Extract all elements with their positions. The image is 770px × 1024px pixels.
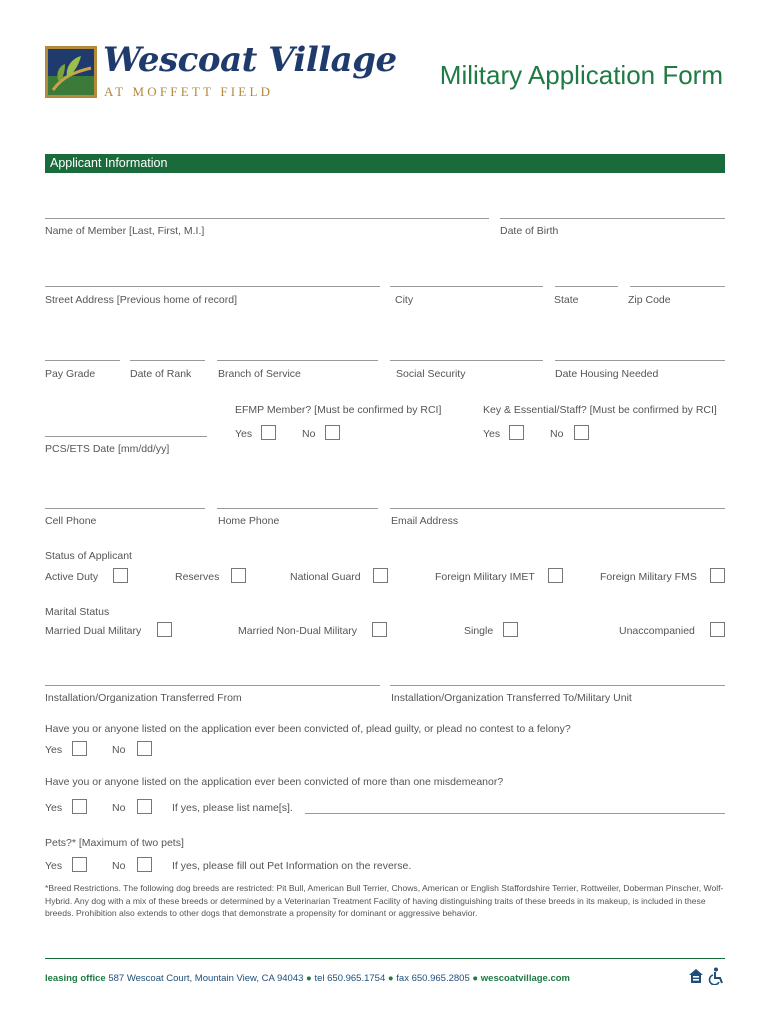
pets-question: Pets?* [Maximum of two pets] (45, 837, 184, 849)
footer-address: 587 Wescoat Court, Mountain View, CA 94043 (108, 973, 304, 984)
footer-fax-label: fax (396, 973, 409, 984)
section-banner: Applicant Information (45, 154, 725, 173)
pets-yes-checkbox[interactable] (72, 857, 87, 872)
street-label: Street Address [Previous home of record] (45, 294, 238, 306)
dob-label: Date of Birth (500, 225, 559, 237)
state-field[interactable] (555, 286, 618, 287)
name-label: Name of Member [Last, First, M.I.] (45, 225, 205, 237)
home-label: Home Phone (218, 515, 280, 527)
dob-field[interactable] (500, 218, 725, 219)
pet-info-label: If yes, please fill out Pet Information on the reverse. (172, 860, 412, 872)
install-to-field[interactable] (390, 685, 725, 686)
ssn-label: Social Security (396, 368, 466, 380)
name-field[interactable] (45, 218, 489, 219)
status-heading: Status of Applicant (45, 550, 132, 562)
date-housing-field[interactable] (555, 360, 725, 361)
names-field[interactable] (305, 813, 725, 814)
active-duty-checkbox[interactable] (113, 568, 128, 583)
pets-yes-label: Yes (45, 860, 63, 872)
state-label: State (554, 294, 579, 306)
pay-grade-label: Pay Grade (45, 368, 96, 380)
felony-yes-checkbox[interactable] (72, 741, 87, 756)
single-label: Single (464, 625, 494, 637)
felony-no-label: No (112, 744, 126, 756)
install-from-label: Installation/Organization Transferred From (45, 692, 242, 704)
misd-yes-label: Yes (45, 802, 63, 814)
key-no-label: No (550, 428, 564, 440)
felony-question: Have you or anyone listed on the application ever been convicted of, plead guilty, or plead no contest to a felony? (45, 723, 571, 735)
footer-tel-label: tel (314, 973, 325, 984)
key-yes-checkbox[interactable] (509, 425, 524, 440)
ssn-field[interactable] (390, 360, 543, 361)
efmp-no-checkbox[interactable] (325, 425, 340, 440)
zip-field[interactable] (630, 286, 725, 287)
efmp-yes-checkbox[interactable] (261, 425, 276, 440)
branch-field[interactable] (217, 360, 378, 361)
equal-housing-icon (688, 968, 704, 984)
felony-no-checkbox[interactable] (137, 741, 152, 756)
logo-emblem-icon (45, 46, 97, 98)
single-checkbox[interactable] (503, 622, 518, 637)
city-label: City (395, 294, 414, 306)
non-dual-checkbox[interactable] (372, 622, 387, 637)
pets-no-label: No (112, 860, 126, 872)
imet-label: Foreign Military IMET (435, 571, 535, 583)
efmp-yes-label: Yes (235, 428, 253, 440)
key-staff-label: Key & Essential/Staff? [Must be confirmed by RCI] (483, 404, 717, 416)
footer-site[interactable]: wescoatvillage.com (480, 973, 570, 984)
footer-leasing: leasing office (45, 973, 106, 984)
home-field[interactable] (217, 508, 378, 509)
install-from-field[interactable] (45, 685, 380, 686)
logo-subtitle: AT MOFFETT FIELD (104, 84, 274, 99)
date-rank-label: Date of Rank (130, 368, 192, 380)
street-field[interactable] (45, 286, 380, 287)
key-no-checkbox[interactable] (574, 425, 589, 440)
efmp-no-label: No (302, 428, 316, 440)
footer-fax: 650.965.2805 (411, 973, 470, 984)
wheelchair-icon (708, 967, 726, 985)
pets-no-checkbox[interactable] (137, 857, 152, 872)
non-dual-label: Married Non-Dual Military (238, 625, 358, 637)
logo-name: Wescoat Village (103, 40, 397, 80)
felony-yes-label: Yes (45, 744, 63, 756)
imet-checkbox[interactable] (548, 568, 563, 583)
install-to-label: Installation/Organization Transferred To/Military Unit (391, 692, 632, 704)
email-field[interactable] (390, 508, 725, 509)
dual-label: Married Dual Military (45, 625, 142, 637)
fms-label: Foreign Military FMS (600, 571, 697, 583)
footer-divider (45, 958, 725, 959)
active-duty-label: Active Duty (45, 571, 99, 583)
misd-yes-checkbox[interactable] (72, 799, 87, 814)
pcs-field[interactable] (45, 436, 207, 437)
misd-no-label: No (112, 802, 126, 814)
national-guard-checkbox[interactable] (373, 568, 388, 583)
zip-label: Zip Code (628, 294, 671, 306)
cell-label: Cell Phone (45, 515, 97, 527)
breed-note: *Breed Restrictions. The following dog breeds are restricted: Pit Bull, American Bull Terrier, Chows, American or English Staffordshire Terrier, Rottweiler, Doberman Pinscher, Wolf-Hybrid. Any dog with a mix of these breeds or determined by a Veterinarian Treatment Facility of having distinguishing traits of these breeds in its makeup, is included in these breeds. Prohibition also extends to other dogs that demonstrate a propensity for dominant or aggressive behavior. (45, 883, 724, 919)
footer-tel: 650.965.1754 (327, 973, 386, 984)
dual-checkbox[interactable] (157, 622, 172, 637)
branch-label: Branch of Service (218, 368, 301, 380)
pcs-label: PCS/ETS Date [mm/dd/yy] (45, 443, 170, 455)
reserves-checkbox[interactable] (231, 568, 246, 583)
date-housing-label: Date Housing Needed (555, 368, 659, 380)
fms-checkbox[interactable] (710, 568, 725, 583)
list-names-label: If yes, please list name[s]. (172, 802, 293, 814)
date-rank-field[interactable] (130, 360, 205, 361)
reserves-label: Reserves (175, 571, 220, 583)
misdemeanor-question: Have you or anyone listed on the application ever been convicted of more than one misdemeanor? (45, 776, 504, 788)
pay-grade-field[interactable] (45, 360, 120, 361)
marital-heading: Marital Status (45, 606, 110, 618)
email-label: Email Address (391, 515, 459, 527)
page-title: Military Application Form (439, 60, 723, 90)
efmp-label: EFMP Member? [Must be confirmed by RCI] (235, 404, 442, 416)
cell-field[interactable] (45, 508, 205, 509)
footer: leasing office 587 Wescoat Court, Mountain View, CA 94043 ● tel 650.965.1754 ● fax 650.965.2805 ● wescoatvillage.com (45, 973, 570, 984)
misd-no-checkbox[interactable] (137, 799, 152, 814)
unaccompanied-label: Unaccompanied (619, 625, 695, 637)
national-guard-label: National Guard (290, 571, 361, 583)
unaccompanied-checkbox[interactable] (710, 622, 725, 637)
city-field[interactable] (390, 286, 543, 287)
key-yes-label: Yes (483, 428, 501, 440)
